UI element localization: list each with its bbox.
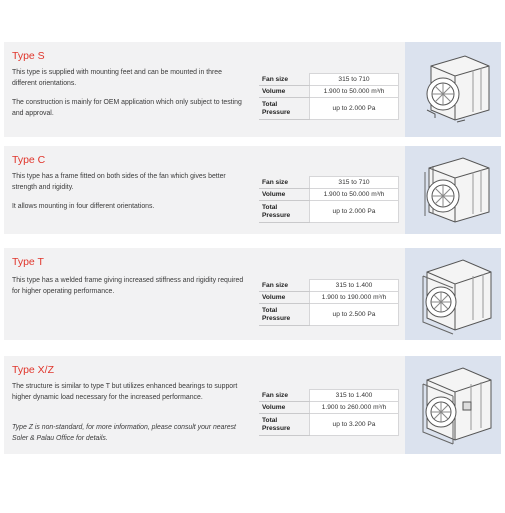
spec-table	[259, 279, 399, 326]
centrifugal-fan-icon	[413, 48, 493, 130]
pressure-value: up to 3.200 Pa	[310, 414, 399, 436]
volume-value: 1.900 to 190.000 m³/h	[310, 292, 399, 304]
fan-size-value: 315 to 710	[310, 177, 399, 189]
volume-value: 1.900 to 50.000 m³/h	[310, 86, 399, 98]
volume-label: Volume	[259, 402, 310, 414]
type-description-2: The construction is mainly for OEM application which only subject to testing and approval.	[12, 99, 242, 117]
spec-table	[259, 389, 399, 436]
type-title: Type X/Z	[12, 364, 55, 376]
fan-image-panel	[405, 356, 501, 454]
volume-label: Volume	[259, 189, 310, 201]
fan-image-panel	[405, 248, 501, 340]
centrifugal-fan-icon	[413, 254, 493, 336]
pressure-value: up to 2.500 Pa	[310, 304, 399, 326]
fan-type-card-xz	[4, 356, 501, 454]
pressure-label: Total Pressure	[259, 304, 310, 326]
type-description-2: It allows mounting in four different orientations.	[12, 203, 155, 210]
fan-size-value: 315 to 1.400	[310, 390, 399, 402]
fan-type-card-t	[4, 248, 501, 340]
centrifugal-fan-icon	[413, 362, 493, 448]
pressure-value: up to 2.000 Pa	[310, 201, 399, 223]
type-description: This type has a frame fitted on both sides of the fan which gives better strength and rigidity.	[12, 173, 226, 191]
fan-image-panel	[405, 146, 501, 234]
volume-label: Volume	[259, 292, 310, 304]
pressure-value: up to 2.000 Pa	[310, 98, 399, 120]
type-title: Type S	[12, 50, 45, 62]
type-description: This type is supplied with mounting feet and can be mounted in three different orientations.	[12, 69, 222, 87]
pressure-label: Total Pressure	[259, 98, 310, 120]
pressure-label: Total Pressure	[259, 201, 310, 223]
fan-size-value: 315 to 1.400	[310, 280, 399, 292]
pressure-label: Total Pressure	[259, 414, 310, 436]
volume-value: 1.900 to 50.000 m³/h	[310, 189, 399, 201]
type-z-note: Type Z is non-standard, for more information, please consult your nearest Soler & Palau Office for details.	[12, 424, 236, 442]
fan-image-panel	[405, 42, 501, 137]
fan-type-card-s	[4, 42, 501, 137]
type-description: The structure is similar to type T but utilizes enhanced bearings to support higher dynamic load necessary for the increased performance.	[12, 383, 238, 401]
volume-label: Volume	[259, 86, 310, 98]
fan-size-label: Fan size	[259, 177, 310, 189]
type-title: Type T	[12, 256, 44, 268]
fan-size-value: 315 to 710	[310, 74, 399, 86]
type-description: This type has a welded frame giving increased stiffness and rigidity required for higher operating performance.	[12, 277, 244, 295]
type-title: Type C	[12, 154, 46, 166]
fan-size-label: Fan size	[259, 74, 310, 86]
centrifugal-fan-icon	[413, 152, 493, 230]
volume-value: 1.900 to 260.000 m³/h	[310, 402, 399, 414]
fan-size-label: Fan size	[259, 390, 310, 402]
spec-table	[259, 73, 399, 120]
fan-size-label: Fan size	[259, 280, 310, 292]
spec-table	[259, 176, 399, 223]
fan-type-card-c	[4, 146, 501, 234]
